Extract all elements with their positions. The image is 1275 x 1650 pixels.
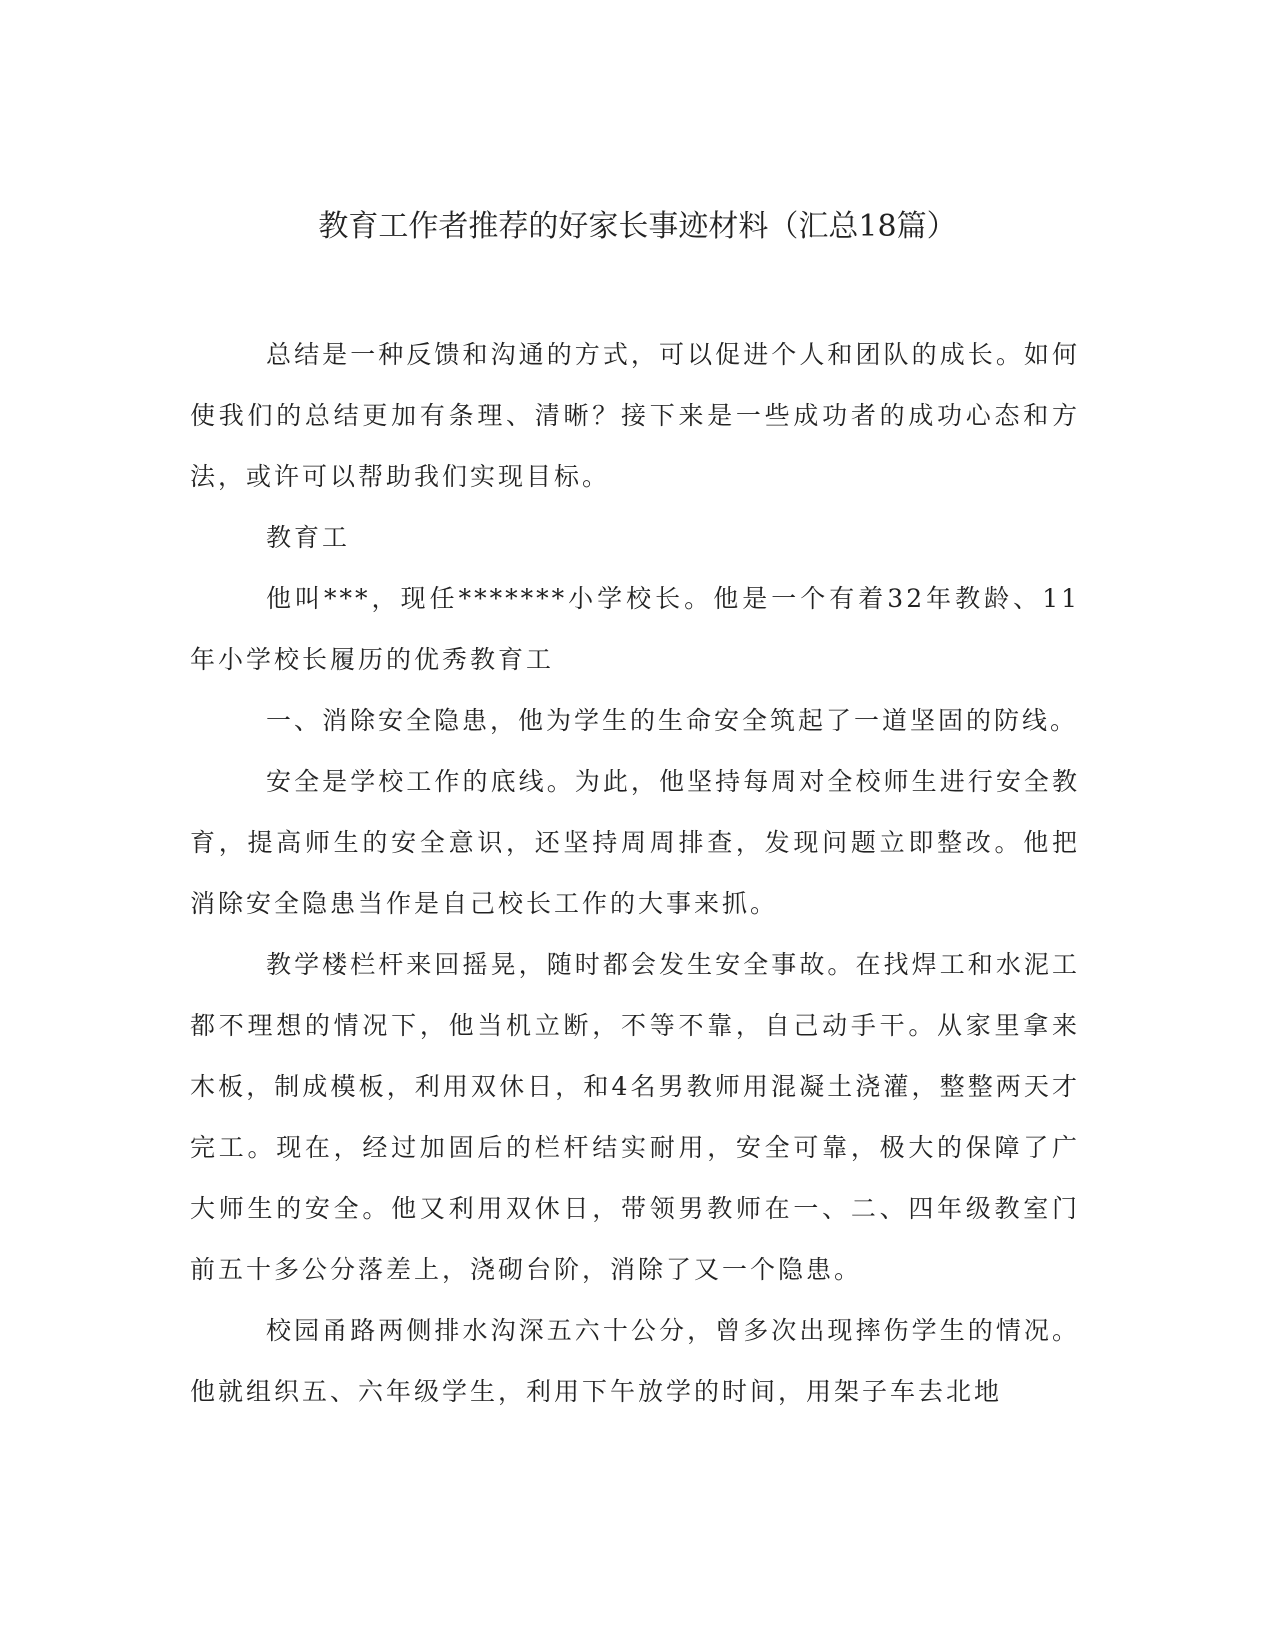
paragraph-railing-repair: 教学楼栏杆来回摇晃，随时都会发生安全事故。在找焊工和水泥工都不理想的情况下，他当机立断，不等不靠，自己动手干。从家里拿来木板，制成模板，利用双休日，和4名男教师用混凝土浇灌，整整两天才完工。现在，经过加固后的栏杆结实耐用，安全可靠，极大的保障了广大师生的安全。他又利用双休日，带领男教师在一、二、四年级教室门前五十多公分落差上，浇砌台阶，消除了又一个隐患。 [190, 950, 1080, 1284]
document-body [190, 324, 1080, 1422]
paragraph-drainage-ditch: 校园甬路两侧排水沟深五六十公分，曾多次出现摔伤学生的情况。他就组织五、六年级学生，利用下午放学的时间，用架子车去北地 [190, 1316, 1080, 1406]
document-title: 教育工作者推荐的好家长事迹材料（汇总18篇） [318, 209, 957, 244]
paragraph-intro: 总结是一种反馈和沟通的方式，可以促进个人和团队的成长。如何使我们的总结更加有条理、清晰？接下来是一些成功者的成功心态和方法，或许可以帮助我们实现目标。 [190, 340, 1080, 491]
paragraph-heading-fragment: 教育工 [266, 523, 351, 552]
paragraph-principal-intro: 他叫***，现任*******小学校长。他是一个有着32年教龄、11年小学校长履历的优秀教育工 [190, 584, 1080, 674]
paragraph-section-heading: 一、消除安全隐患，他为学生的生命安全筑起了一道坚固的防线。 [266, 706, 1079, 735]
paragraph-safety-education: 安全是学校工作的底线。为此，他坚持每周对全校师生进行安全教育，提高师生的安全意识，还坚持周周排查，发现问题立即整改。他把消除安全隐患当作是自己校长工作的大事来抓。 [190, 767, 1080, 918]
